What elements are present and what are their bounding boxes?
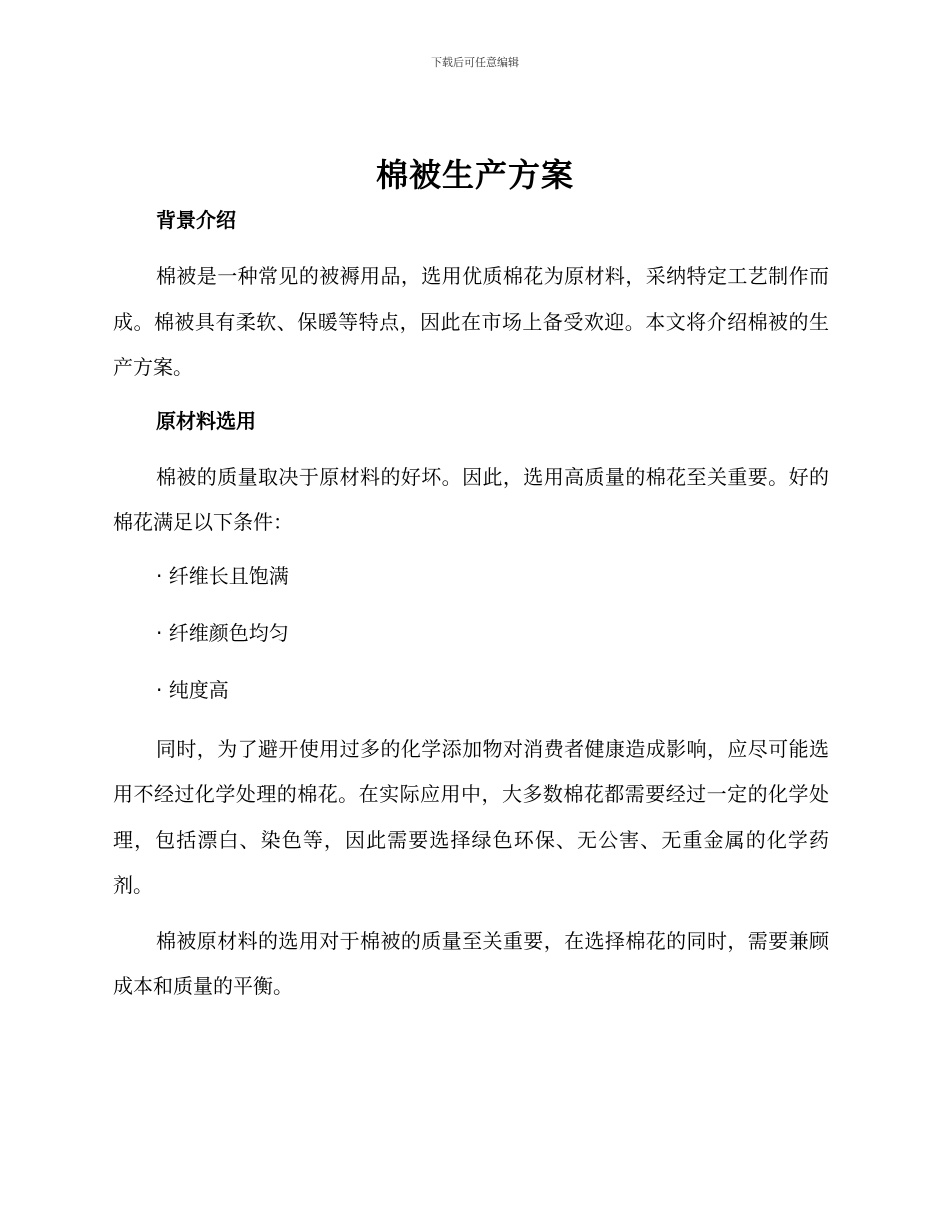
bullet-item-purity: · 纯度高 [156, 677, 229, 702]
document-body [113, 200, 829, 1020]
document-title: 棉被生产方案 [375, 156, 574, 194]
paragraph-chemical-treatment: 同时，为了避开使用过多的化学添加物对消费者健康造成影响，应尽可能选用不经过化学处理的棉花。在实际应用中，大多数棉花都需要经过一定的化学处理，包括漂白、染色等，因此需要选择绿色环保、无公害、无重金属的化学药剂。 [113, 736, 829, 897]
bullet-item-fiber-color: · 纤维颜色均匀 [156, 620, 289, 645]
section-heading-materials: 原材料选用 [156, 408, 256, 433]
section-heading-background: 背景介绍 [156, 208, 236, 232]
paragraph-background: 棉被是一种常见的被褥用品，选用优质棉花为原材料，采纳特定工艺制作而成。棉被具有柔软、保暖等特点，因此在市场上备受欢迎。本文将介绍棉被的生产方案。 [113, 264, 829, 379]
paragraph-cost-quality: 棉被原材料的选用对于棉被的质量至关重要，在选择棉花的同时，需要兼顾成本和质量的平衡。 [113, 928, 829, 998]
bullet-item-fiber-length: · 纤维长且饱满 [156, 563, 289, 588]
paragraph-materials-intro: 棉被的质量取决于原材料的好坏。因此，选用高质量的棉花至关重要。好的棉花满足以下条件： [113, 464, 829, 534]
page-header-note: 下载后可任意编辑 [431, 56, 519, 69]
